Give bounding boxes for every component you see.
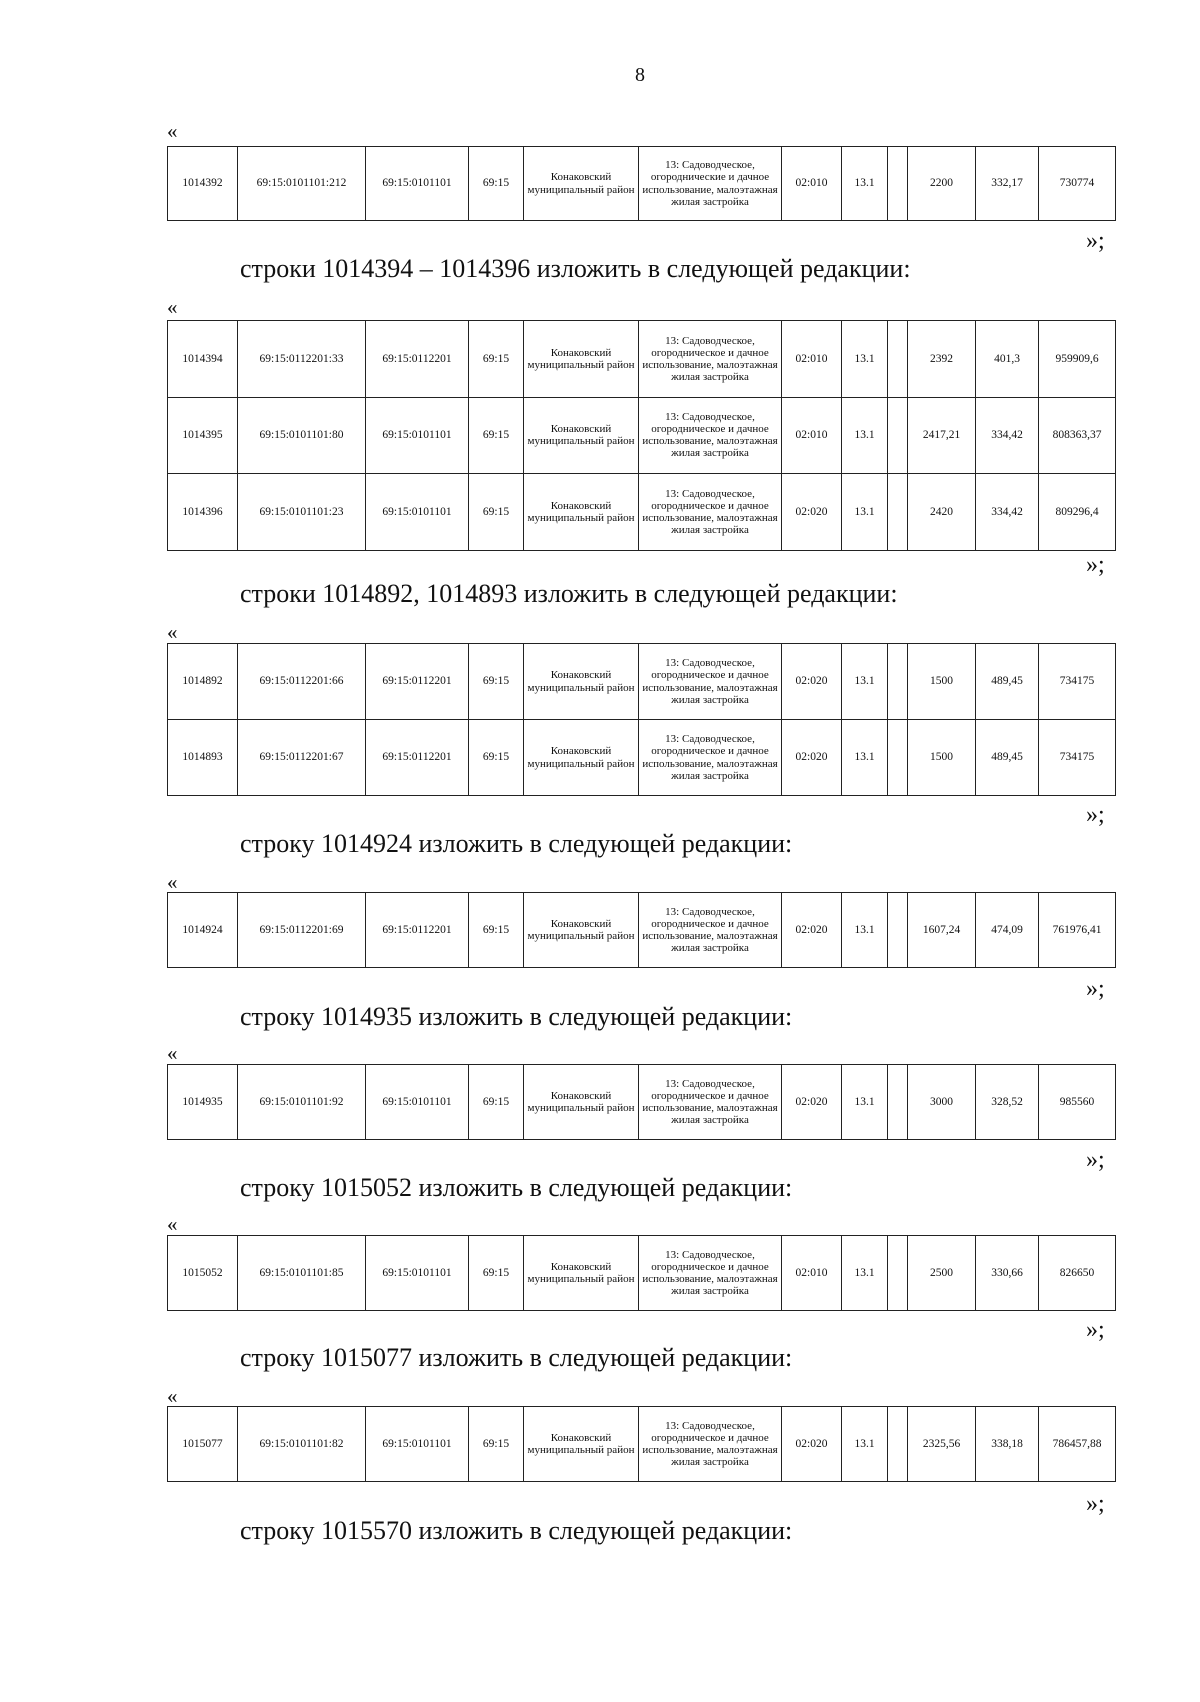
cell-quarter: 69:15:0112201: [366, 321, 469, 398]
cell-district-code: 69:15: [469, 397, 524, 474]
section-heading: строку 1014924 изложить в следующей редакции:: [240, 829, 793, 858]
register-table: [167, 1064, 1116, 1140]
cell-district: Конаковский муниципальный район: [524, 1236, 639, 1311]
table-row: [168, 893, 1116, 968]
cell-rate: 489,45: [976, 720, 1039, 796]
open-quote: «: [167, 295, 178, 319]
cell-empty: [888, 893, 908, 968]
cell-rate: 330,66: [976, 1236, 1039, 1311]
cell-subcode: 13.1: [842, 1236, 888, 1311]
cell-quarter: 69:15:0101101: [366, 147, 469, 221]
cell-area: 3000: [908, 1065, 976, 1140]
cell-land-use: 13: Садоводческое, огородническое и дачное использование, малоэтажная жилая застройка: [639, 893, 782, 968]
open-quote: «: [167, 620, 178, 644]
section-heading: строку 1014935 изложить в следующей редакции:: [240, 1002, 793, 1031]
cell-rate: 334,42: [976, 397, 1039, 474]
cell-id: 1014893: [168, 720, 238, 796]
cell-id: 1014924: [168, 893, 238, 968]
cell-rate: 328,52: [976, 1065, 1039, 1140]
cell-district: Конаковский муниципальный район: [524, 474, 639, 551]
cell-subcode: 13.1: [842, 474, 888, 551]
cell-district-code: 69:15: [469, 720, 524, 796]
cell-district: Конаковский муниципальный район: [524, 1065, 639, 1140]
cell-land-use: 13: Садоводческое, огородническое и дачное использование, малоэтажная жилая застройка: [639, 397, 782, 474]
open-quote: «: [167, 1041, 178, 1065]
register-table: [167, 1235, 1116, 1311]
cell-subcode: 13.1: [842, 147, 888, 221]
cell-district: Конаковский муниципальный район: [524, 321, 639, 398]
cell-id: 1014892: [168, 644, 238, 720]
cell-cadastral-number: 69:15:0112201:33: [238, 321, 366, 398]
cell-cadastral-number: 69:15:0101101:92: [238, 1065, 366, 1140]
close-quote: »;: [1086, 1491, 1105, 1517]
table-row: [168, 1065, 1116, 1140]
cell-id: 1015077: [168, 1407, 238, 1482]
cell-quarter: 69:15:0112201: [366, 644, 469, 720]
cell-empty: [888, 474, 908, 551]
cell-empty: [888, 720, 908, 796]
cell-land-use: 13: Садоводческое, огородническое и дачное использование, малоэтажная жилая застройка: [639, 720, 782, 796]
close-quote: »;: [1086, 976, 1105, 1002]
cell-quarter: 69:15:0101101: [366, 1407, 469, 1482]
cell-subcode: 13.1: [842, 397, 888, 474]
close-quote: »;: [1086, 228, 1105, 254]
cell-rate: 489,45: [976, 644, 1039, 720]
cell-quarter: 69:15:0101101: [366, 474, 469, 551]
cell-district-code: 69:15: [469, 893, 524, 968]
cell-cadastral-value: 786457,88: [1039, 1407, 1116, 1482]
cell-land-use: 13: Садоводческое, огородническое и дачное использование, малоэтажная жилая застройка: [639, 321, 782, 398]
cell-code: 02:020: [782, 1407, 842, 1482]
cell-land-use: 13: Садоводческое, огородническое и дачное использование, малоэтажная жилая застройка: [639, 1407, 782, 1482]
cell-quarter: 69:15:0101101: [366, 1065, 469, 1140]
cell-cadastral-number: 69:15:0101101:212: [238, 147, 366, 221]
close-quote: »;: [1086, 1147, 1105, 1173]
cell-empty: [888, 644, 908, 720]
cell-district: Конаковский муниципальный район: [524, 893, 639, 968]
section-heading: строку 1015077 изложить в следующей редакции:: [240, 1343, 793, 1372]
cell-quarter: 69:15:0112201: [366, 720, 469, 796]
cell-land-use: 13: Садоводческое, огородническое и дачное использование, малоэтажная жилая застройка: [639, 474, 782, 551]
cell-cadastral-value: 730774: [1039, 147, 1116, 221]
table-row: [168, 720, 1116, 796]
cell-cadastral-value: 809296,4: [1039, 474, 1116, 551]
cell-code: 02:020: [782, 1065, 842, 1140]
cell-district-code: 69:15: [469, 1236, 524, 1311]
close-quote: »;: [1086, 1317, 1105, 1343]
close-quote: »;: [1086, 802, 1105, 828]
cell-district-code: 69:15: [469, 147, 524, 221]
cell-id: 1014935: [168, 1065, 238, 1140]
cell-land-use: 13: Садоводческое, огородническое и дачное использование, малоэтажная жилая застройка: [639, 1065, 782, 1140]
cell-area: 1500: [908, 644, 976, 720]
register-table: [167, 320, 1116, 551]
cell-empty: [888, 1236, 908, 1311]
cell-cadastral-number: 69:15:0101101:82: [238, 1407, 366, 1482]
cell-quarter: 69:15:0101101: [366, 1236, 469, 1311]
cell-district: Конаковский муниципальный район: [524, 147, 639, 221]
table-row: [168, 1236, 1116, 1311]
cell-district-code: 69:15: [469, 1407, 524, 1482]
cell-code: 02:020: [782, 644, 842, 720]
cell-code: 02:010: [782, 147, 842, 221]
page-number: 8: [635, 64, 645, 86]
cell-cadastral-number: 69:15:0112201:66: [238, 644, 366, 720]
cell-area: 2392: [908, 321, 976, 398]
cell-empty: [888, 1407, 908, 1482]
register-table: [167, 1406, 1116, 1482]
cell-subcode: 13.1: [842, 644, 888, 720]
cell-quarter: 69:15:0101101: [366, 397, 469, 474]
cell-subcode: 13.1: [842, 1407, 888, 1482]
cell-code: 02:020: [782, 720, 842, 796]
cell-cadastral-value: 985560: [1039, 1065, 1116, 1140]
cell-id: 1015052: [168, 1236, 238, 1311]
cell-area: 2200: [908, 147, 976, 221]
cell-cadastral-number: 69:15:0112201:69: [238, 893, 366, 968]
cell-code: 02:020: [782, 474, 842, 551]
cell-code: 02:020: [782, 893, 842, 968]
cell-cadastral-number: 69:15:0112201:67: [238, 720, 366, 796]
cell-subcode: 13.1: [842, 720, 888, 796]
cell-land-use: 13: Садоводческое, огородническое и дачное использование, малоэтажная жилая застройка: [639, 1236, 782, 1311]
table-row: [168, 147, 1116, 221]
cell-district-code: 69:15: [469, 474, 524, 551]
cell-rate: 338,18: [976, 1407, 1039, 1482]
cell-cadastral-value: 826650: [1039, 1236, 1116, 1311]
cell-area: 1607,24: [908, 893, 976, 968]
cell-empty: [888, 1065, 908, 1140]
cell-empty: [888, 397, 908, 474]
section-heading: строки 1014892, 1014893 изложить в следующей редакции:: [240, 579, 898, 608]
close-quote: »;: [1086, 552, 1105, 578]
open-quote: «: [167, 119, 178, 143]
cell-cadastral-value: 808363,37: [1039, 397, 1116, 474]
cell-id: 1014396: [168, 474, 238, 551]
register-table: [167, 146, 1116, 221]
cell-id: 1014392: [168, 147, 238, 221]
table-row: [168, 321, 1116, 398]
table-row: [168, 474, 1116, 551]
section-heading: строки 1014394 – 1014396 изложить в следующей редакции:: [240, 254, 911, 283]
register-table: [167, 892, 1116, 968]
table-row: [168, 397, 1116, 474]
cell-empty: [888, 321, 908, 398]
cell-area: 2417,21: [908, 397, 976, 474]
cell-cadastral-number: 69:15:0101101:85: [238, 1236, 366, 1311]
cell-cadastral-number: 69:15:0101101:80: [238, 397, 366, 474]
cell-empty: [888, 147, 908, 221]
table-row: [168, 644, 1116, 720]
cell-district: Конаковский муниципальный район: [524, 1407, 639, 1482]
final-section-heading: строку 1015570 изложить в следующей редакции:: [240, 1516, 793, 1545]
cell-district: Конаковский муниципальный район: [524, 397, 639, 474]
cell-area: 2325,56: [908, 1407, 976, 1482]
cell-subcode: 13.1: [842, 893, 888, 968]
register-table: [167, 643, 1116, 796]
cell-rate: 474,09: [976, 893, 1039, 968]
section-heading: строку 1015052 изложить в следующей редакции:: [240, 1173, 793, 1202]
cell-cadastral-value: 734175: [1039, 644, 1116, 720]
cell-subcode: 13.1: [842, 1065, 888, 1140]
cell-cadastral-value: 959909,6: [1039, 321, 1116, 398]
cell-land-use: 13: Садоводческое, огороднические и дачное использование, малоэтажная жилая застройка: [639, 147, 782, 221]
cell-rate: 334,42: [976, 474, 1039, 551]
cell-cadastral-value: 761976,41: [1039, 893, 1116, 968]
cell-land-use: 13: Садоводческое, огородническое и дачное использование, малоэтажная жилая застройка: [639, 644, 782, 720]
cell-id: 1014395: [168, 397, 238, 474]
open-quote: «: [167, 1212, 178, 1236]
cell-district-code: 69:15: [469, 321, 524, 398]
cell-district: Конаковский муниципальный район: [524, 720, 639, 796]
table-row: [168, 1407, 1116, 1482]
cell-id: 1014394: [168, 321, 238, 398]
cell-rate: 332,17: [976, 147, 1039, 221]
cell-rate: 401,3: [976, 321, 1039, 398]
cell-district: Конаковский муниципальный район: [524, 644, 639, 720]
cell-area: 2500: [908, 1236, 976, 1311]
cell-code: 02:010: [782, 321, 842, 398]
cell-district-code: 69:15: [469, 1065, 524, 1140]
open-quote: «: [167, 1384, 178, 1408]
cell-quarter: 69:15:0112201: [366, 893, 469, 968]
cell-cadastral-number: 69:15:0101101:23: [238, 474, 366, 551]
open-quote: «: [167, 870, 178, 894]
cell-area: 2420: [908, 474, 976, 551]
cell-subcode: 13.1: [842, 321, 888, 398]
cell-area: 1500: [908, 720, 976, 796]
cell-code: 02:010: [782, 1236, 842, 1311]
cell-district-code: 69:15: [469, 644, 524, 720]
cell-code: 02:010: [782, 397, 842, 474]
cell-cadastral-value: 734175: [1039, 720, 1116, 796]
